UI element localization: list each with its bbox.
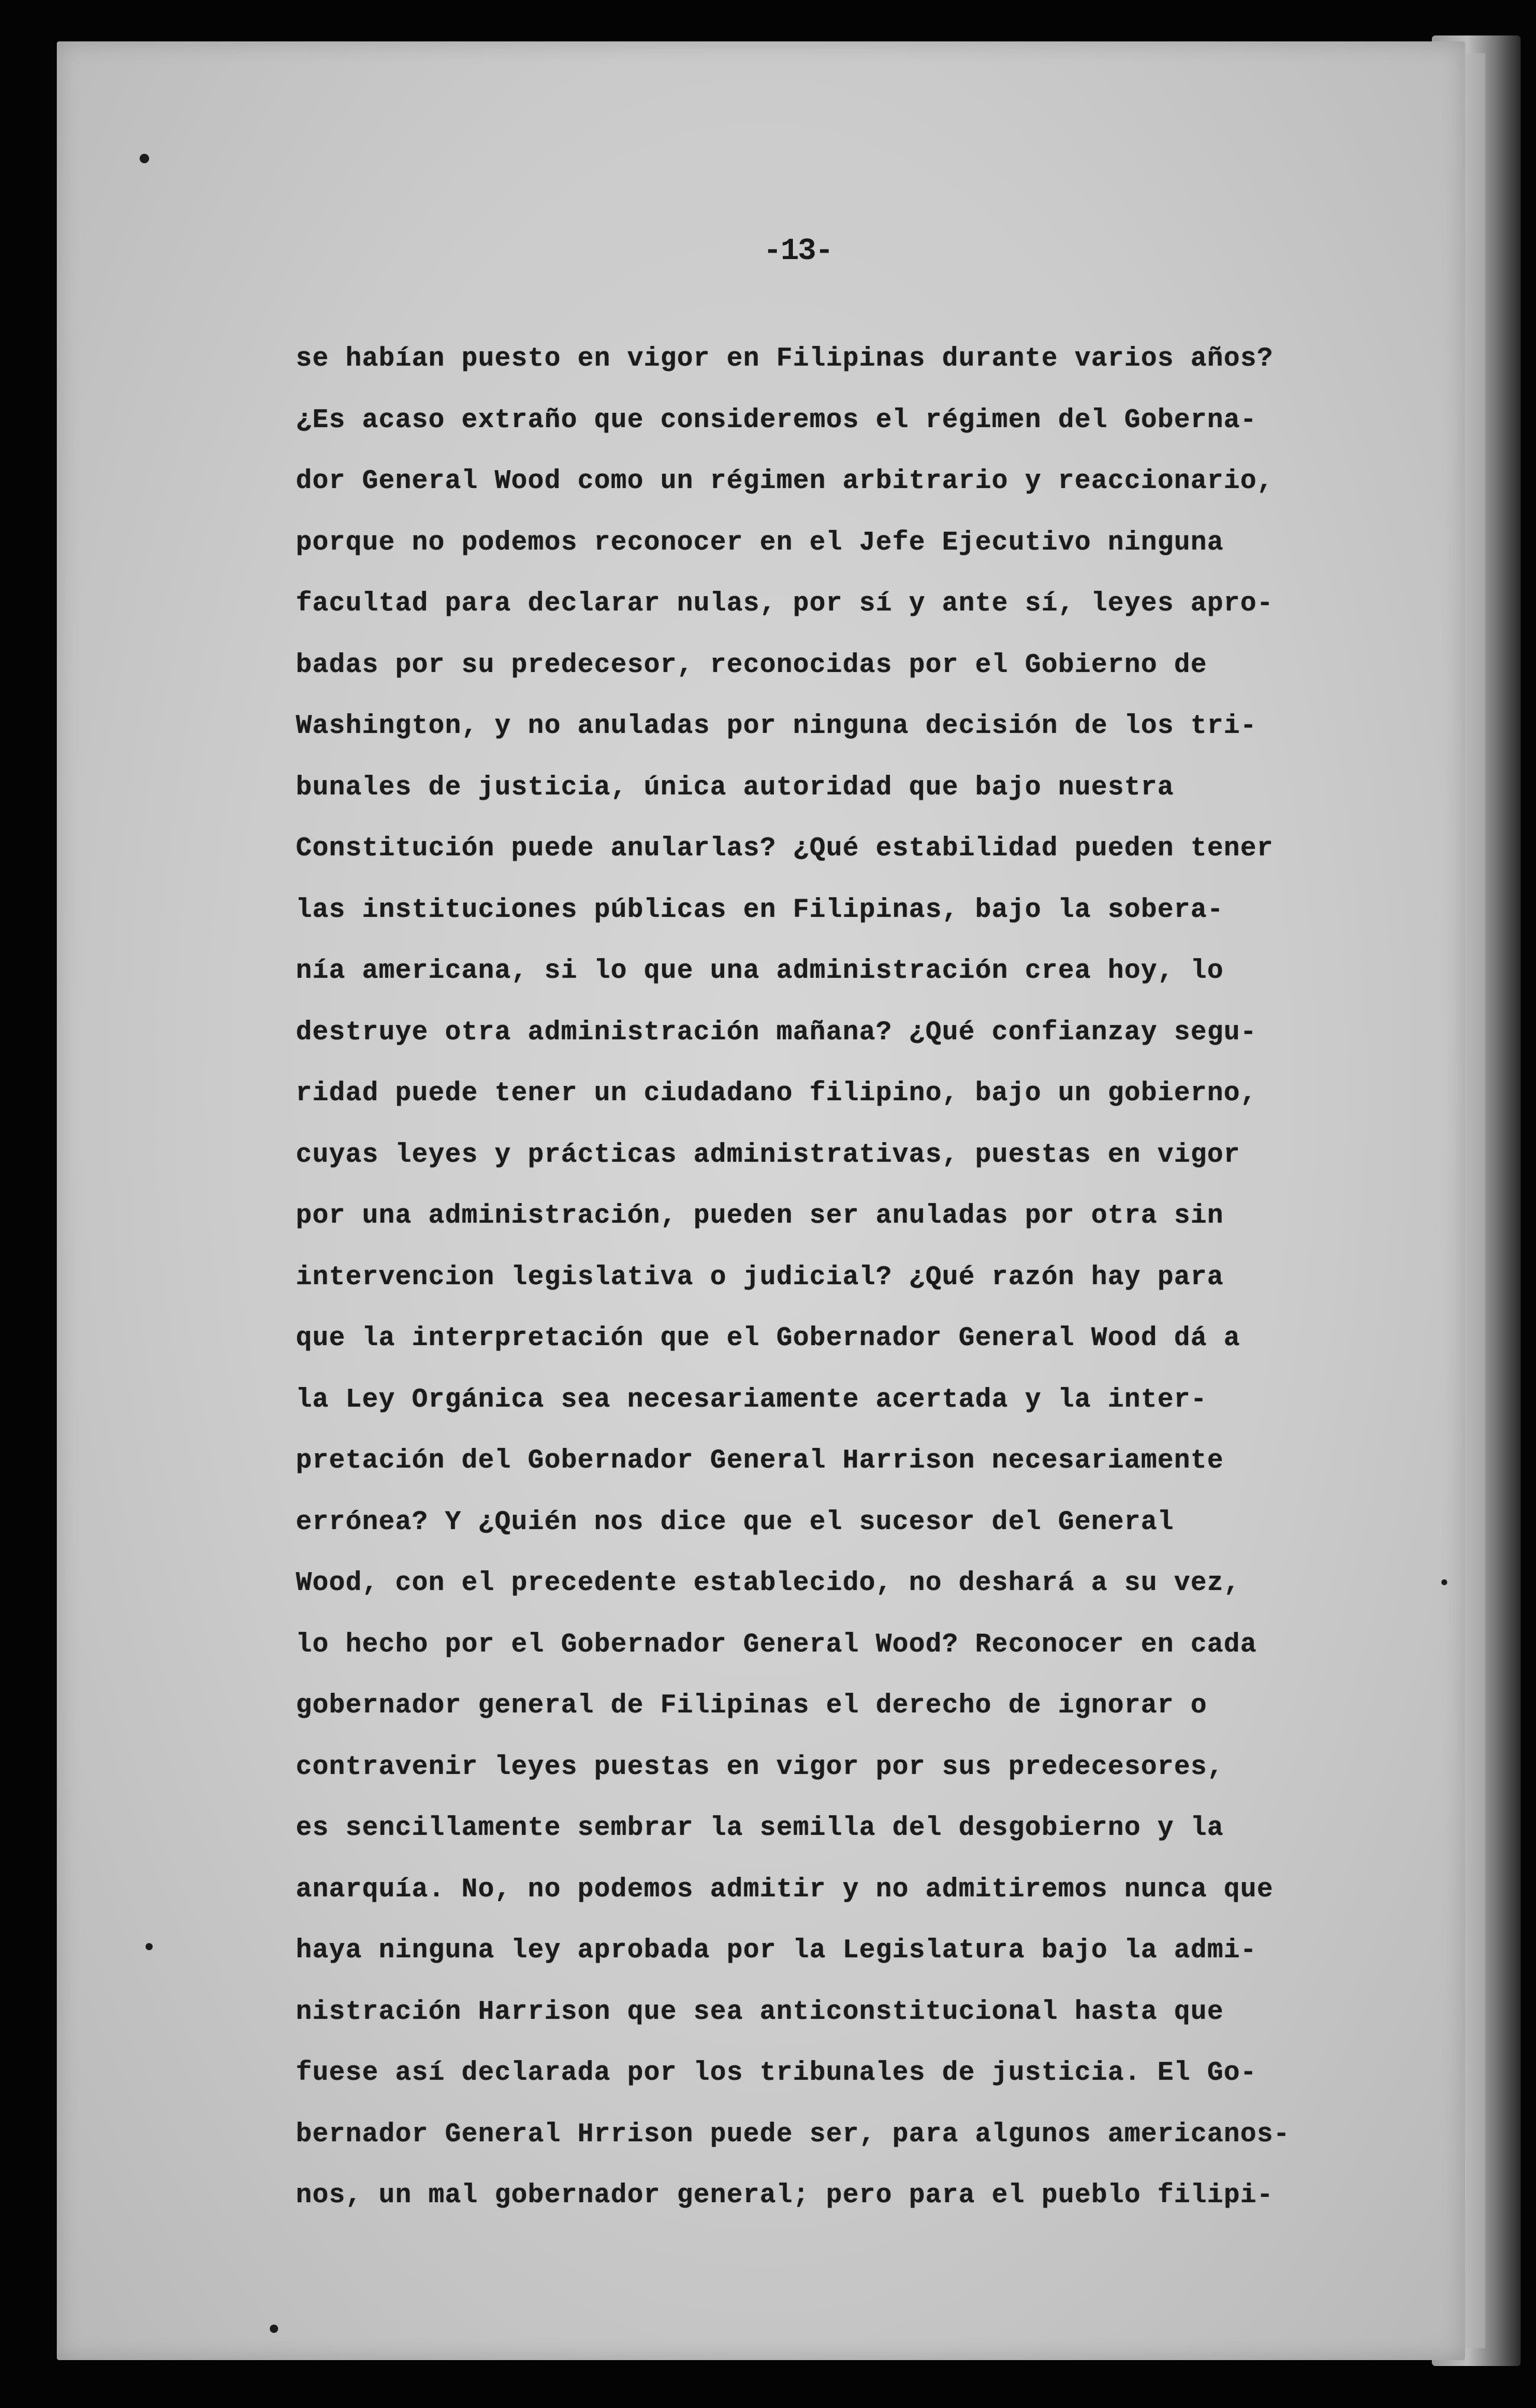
text-line: ¿Es acaso extraño que consideremos el régimen del Goberna- <box>296 405 1257 435</box>
text-line: facultad para declarar nulas, por sí y ante sí, leyes apro- <box>296 589 1274 619</box>
text-line: destruye otra administración mañana? ¿Qué confianzay segu- <box>296 1017 1257 1048</box>
text-line: bernador General Hrrison puede ser, para algunos americanos- <box>296 2119 1290 2150</box>
text-line: que la interpretación que el Gobernador General Wood dá a <box>296 1323 1241 1353</box>
text-line: contravenir leyes puestas en vigor por sus predecesores, <box>296 1751 1224 1782</box>
text-line: por una administración, pueden ser anuladas por otra sin <box>296 1201 1224 1231</box>
text-line: fuese así declarada por los tribunales de justicia. El Go- <box>296 2058 1257 2088</box>
text-line: intervencion legislativa o judicial? ¿Qué razón hay para <box>296 1262 1224 1292</box>
text-line: anarquía. No, no podemos admitir y no admitiremos nunca que <box>296 1874 1274 1905</box>
ink-speck <box>146 1943 153 1950</box>
text-line: las instituciones públicas en Filipinas, bajo la sobera- <box>296 894 1224 925</box>
text-line: Constitución puede anularlas? ¿Qué estabilidad pueden tener <box>296 833 1274 864</box>
text-line: errónea? Y ¿Quién nos dice que el sucesor del General <box>296 1507 1174 1537</box>
body-text <box>296 328 1361 2226</box>
text-line: ridad puede tener un ciudadano filipino, bajo un gobierno, <box>296 1078 1257 1108</box>
text-line: dor General Wood como un régimen arbitrario y reaccionario, <box>296 466 1274 496</box>
page-number: -13- <box>763 234 832 269</box>
text-line: bunales de justicia, única autoridad que bajo nuestra <box>296 772 1174 803</box>
text-line: haya ninguna ley aprobada por la Legislatura bajo la admi- <box>296 1935 1257 1966</box>
text-line: se habían puesto en vigor en Filipinas durante varios años? <box>296 344 1274 374</box>
text-line: nos, un mal gobernador general; pero para el pueblo filipi- <box>296 2180 1274 2210</box>
text-line: la Ley Orgánica sea necesariamente acertada y la inter- <box>296 1384 1208 1415</box>
text-line: badas por su predecesor, reconocidas por el Gobierno de <box>296 649 1208 680</box>
text-line: porque no podemos reconocer en el Jefe Ejecutivo ninguna <box>296 527 1224 558</box>
text-line: Washington, y no anuladas por ninguna decisión de los tri- <box>296 711 1257 741</box>
ink-speck <box>1441 1579 1447 1585</box>
text-line: nistración Harrison que sea anticonstitucional hasta que <box>296 1996 1224 2027</box>
ink-speck <box>270 2325 278 2333</box>
text-line: es sencillamente sembrar la semilla del desgobierno y la <box>296 1813 1224 1843</box>
ink-speck <box>140 154 149 163</box>
text-line: pretación del Gobernador General Harrison necesariamente <box>296 1446 1224 1476</box>
text-line: nía americana, si lo que una administración crea hoy, lo <box>296 956 1224 986</box>
text-line: gobernador general de Filipinas el derecho de ignorar o <box>296 1691 1208 1721</box>
text-line: Wood, con el precedente establecido, no deshará a su vez, <box>296 1568 1241 1598</box>
text-line: cuyas leyes y prácticas administrativas, puestas en vigor <box>296 1139 1241 1170</box>
text-line: lo hecho por el Gobernador General Wood? Reconocer en cada <box>296 1629 1257 1660</box>
